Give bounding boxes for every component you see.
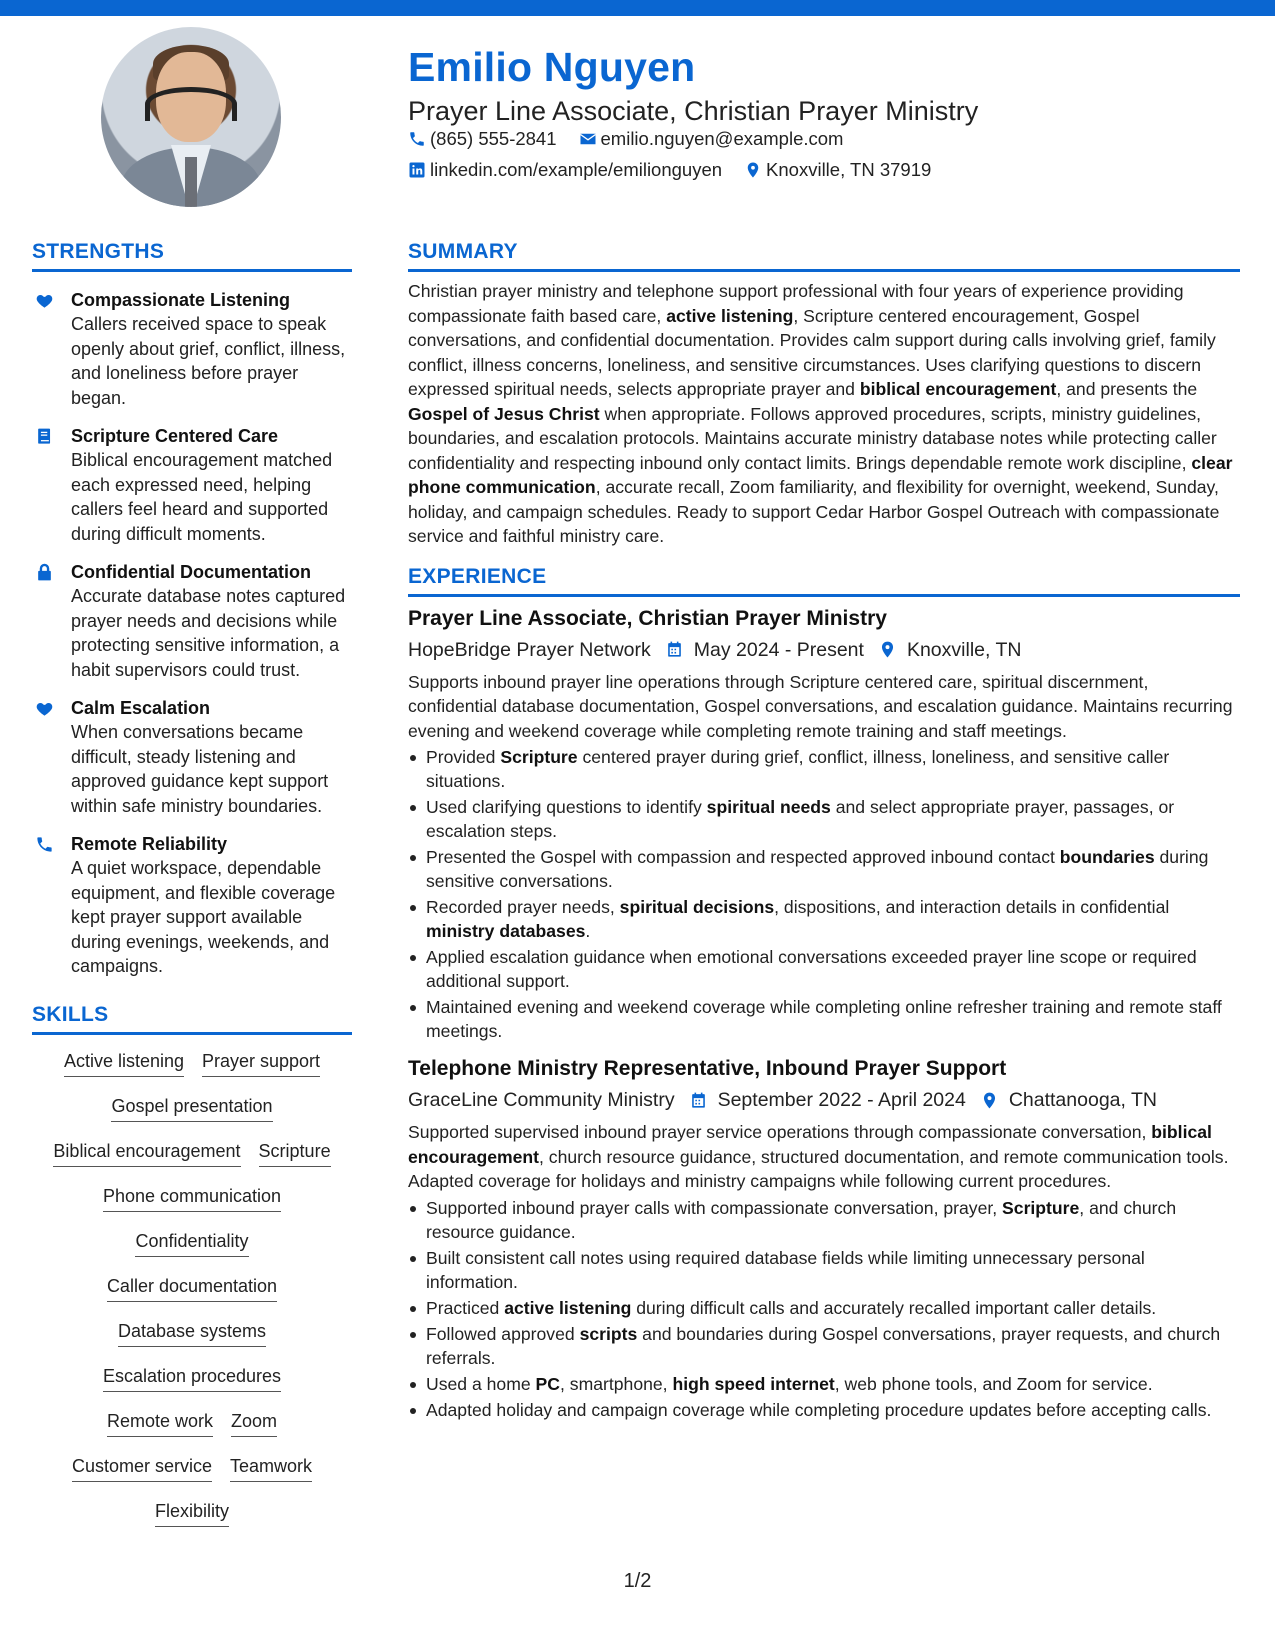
map-pin-icon bbox=[980, 1091, 999, 1110]
skill-row bbox=[32, 1495, 352, 1540]
skill-row bbox=[32, 1180, 352, 1225]
job-meta bbox=[408, 1085, 1240, 1115]
skill-row bbox=[32, 1045, 352, 1090]
right-column bbox=[408, 240, 1240, 1424]
bullet-item: Provided Scripture centered prayer during grief, conflict, illness, loneliness, and sensitive caller situations. bbox=[408, 745, 1240, 793]
skill-tag: Scripture bbox=[259, 1141, 331, 1167]
job-bullets bbox=[408, 1196, 1240, 1422]
strength-item bbox=[32, 288, 352, 410]
map-pin-icon bbox=[878, 640, 897, 659]
map-pin-icon bbox=[744, 161, 762, 179]
bullet-item: Presented the Gospel with compassion and respected approved inbound contact boundaries during sensitive conversations. bbox=[408, 845, 1240, 893]
skill-tag: Confidentiality bbox=[135, 1231, 248, 1257]
top-accent-bar bbox=[0, 0, 1275, 16]
bullet-item: Practiced active listening during difficult calls and accurately recalled important caller details. bbox=[408, 1296, 1240, 1320]
linkedin-text: linkedin.com/example/emilionguyen bbox=[430, 159, 723, 180]
skill-tag: Flexibility bbox=[155, 1501, 229, 1527]
experience-list bbox=[408, 604, 1240, 1422]
skill-tag: Escalation procedures bbox=[103, 1366, 281, 1392]
heart-icon bbox=[35, 291, 54, 310]
calendar-icon bbox=[689, 1091, 708, 1110]
lock-icon bbox=[35, 563, 54, 582]
bullet-item: Used a home PC, smartphone, high speed internet, web phone tools, and Zoom for service. bbox=[408, 1372, 1240, 1396]
location-text: Knoxville, TN 37919 bbox=[766, 159, 932, 180]
skill-row bbox=[32, 1135, 352, 1180]
strengths-list bbox=[32, 288, 352, 979]
strength-item bbox=[32, 424, 352, 546]
strength-title: Scripture Centered Care bbox=[71, 426, 279, 446]
bullet-item: Used clarifying questions to identify spiritual needs and select appropriate prayer, passages, or escalation steps. bbox=[408, 795, 1240, 843]
envelope-icon bbox=[579, 130, 597, 148]
skill-row bbox=[32, 1090, 352, 1135]
candidate-name: Emilio Nguyen bbox=[408, 44, 696, 90]
linkedin-icon bbox=[408, 161, 426, 179]
strength-item bbox=[32, 696, 352, 818]
strength-desc: Accurate database notes captured prayer needs and decisions while protecting sensitive information, a habit supervisors could trust. bbox=[71, 586, 346, 680]
skill-tag: Biblical encouragement bbox=[53, 1141, 240, 1167]
summary-heading: SUMMARY bbox=[408, 240, 1240, 272]
skill-row bbox=[32, 1405, 352, 1450]
job-meta bbox=[408, 635, 1240, 665]
phone-icon bbox=[35, 835, 54, 854]
contact-email[interactable] bbox=[579, 128, 844, 150]
bullet-item: Maintained evening and weekend coverage while completing online refresher training and remote staff meetings. bbox=[408, 995, 1240, 1043]
contact-linkedin[interactable] bbox=[408, 159, 722, 181]
skills-list bbox=[32, 1045, 352, 1540]
page-number: 1/2 bbox=[623, 1570, 652, 1592]
strength-title: Calm Escalation bbox=[71, 698, 211, 718]
job-dates: September 2022 - April 2024 bbox=[717, 1089, 966, 1111]
experience-heading: EXPERIENCE bbox=[408, 565, 1240, 597]
contact-row-2 bbox=[408, 159, 953, 181]
bullet-item: Followed approved scripts and boundaries during Gospel conversations, prayer requests, and church referrals. bbox=[408, 1322, 1240, 1370]
strengths-heading: STRENGTHS bbox=[32, 240, 352, 272]
job-entry bbox=[408, 604, 1240, 1044]
skill-tag: Prayer support bbox=[202, 1051, 320, 1077]
skill-tag: Caller documentation bbox=[107, 1276, 277, 1302]
book-icon bbox=[35, 427, 54, 446]
candidate-headline: Prayer Line Associate, Christian Prayer Ministry bbox=[408, 96, 979, 126]
job-title: Prayer Line Associate, Christian Prayer Ministry bbox=[408, 606, 887, 630]
strength-desc: Biblical encouragement matched each expressed need, helping callers feel heard and supported during difficult moments. bbox=[71, 450, 333, 544]
email-text: emilio.nguyen@example.com bbox=[600, 128, 844, 149]
skill-tag: Zoom bbox=[231, 1411, 277, 1437]
strength-desc: When conversations became difficult, steady listening and approved guidance kept support within safe ministry boundaries. bbox=[71, 722, 329, 816]
skill-row bbox=[32, 1360, 352, 1405]
job-title: Telephone Ministry Representative, Inbound Prayer Support bbox=[408, 1057, 1007, 1080]
job-description: Supported supervised inbound prayer service operations through compassionate conversation, biblical encouragement, church resource guidance, structured documentation, and remote communication tools. Adapted coverage for holidays and ministry campaigns while following current procedures. bbox=[408, 1122, 1229, 1191]
skill-row bbox=[32, 1450, 352, 1495]
summary-text: Christian prayer ministry and telephone support professional with four years of experience providing compassionate faith based care, active listening, Scripture centered encouragement, Gospel conversations, and confidential documentation. Provides calm support during calls involving grief, family conflict, illness concerns, loneliness, and sensitive circumstances. Uses clarifying questions to discern expressed spiritual needs, selects appropriate prayer and biblical encouragement, and presents the Gospel of Jesus Christ when appropriate. Follows approved procedures, scripts, ministry guidelines, boundaries, and escalation protocols. Maintains accurate ministry database notes while protecting caller confidentiality and respecting inbound only contact limits. Brings dependable remote work discipline, clear phone communication, accurate recall, Zoom familiarity, and flexibility for overnight, weekend, Sunday, holiday, and campaign schedules. Ready to support Cedar Harbor Gospel Outreach with compassionate service and faithful ministry care. bbox=[408, 281, 1233, 546]
heart-icon bbox=[35, 699, 54, 718]
skill-row bbox=[32, 1225, 352, 1270]
phone-text: (865) 555-2841 bbox=[430, 128, 557, 149]
job-bullets bbox=[408, 745, 1240, 1043]
contact-location bbox=[744, 159, 931, 181]
strength-item bbox=[32, 832, 352, 979]
skill-tag: Active listening bbox=[64, 1051, 184, 1077]
skill-tag: Database systems bbox=[118, 1321, 266, 1347]
strength-title: Compassionate Listening bbox=[71, 290, 291, 310]
phone-icon bbox=[408, 130, 426, 148]
skill-tag: Remote work bbox=[107, 1411, 213, 1437]
job-entry bbox=[408, 1054, 1240, 1422]
bullet-item: Recorded prayer needs, spiritual decisions, dispositions, and interaction details in confidential ministry databases. bbox=[408, 895, 1240, 943]
job-location: Knoxville, TN bbox=[906, 638, 1022, 661]
skill-tag: Gospel presentation bbox=[111, 1096, 272, 1122]
skills-heading: SKILLS bbox=[32, 1003, 352, 1035]
strength-title: Confidential Documentation bbox=[71, 562, 311, 582]
skill-row bbox=[32, 1270, 352, 1315]
job-dates: May 2024 - Present bbox=[693, 638, 864, 661]
skill-row bbox=[32, 1315, 352, 1360]
job-description: Supports inbound prayer line operations through Scripture centered care, spiritual discernment, confidential database documentation, Gospel conversations, and escalation guidance. Maintains recurring evening and weekend coverage while completing remote training and staff meetings. bbox=[408, 671, 1233, 741]
contact-row-1 bbox=[408, 128, 865, 150]
bullet-item: Built consistent call notes using required database fields while limiting unnecessary personal information. bbox=[408, 1246, 1240, 1294]
strength-item bbox=[32, 560, 352, 682]
job-company: GraceLine Community Ministry bbox=[408, 1089, 675, 1111]
bullet-item: Adapted holiday and campaign coverage while completing procedure updates before accepting calls. bbox=[408, 1398, 1240, 1422]
strength-desc: Callers received space to speak openly about grief, conflict, illness, and loneliness before prayer began. bbox=[71, 314, 346, 408]
contact-phone bbox=[408, 128, 557, 150]
skill-tag: Customer service bbox=[72, 1456, 212, 1482]
job-company: HopeBridge Prayer Network bbox=[408, 638, 651, 661]
bullet-item: Supported inbound prayer calls with compassionate conversation, prayer, Scripture, and church resource guidance. bbox=[408, 1196, 1240, 1244]
bullet-item: Applied escalation guidance when emotional conversations exceeded prayer line scope or required additional support. bbox=[408, 945, 1240, 993]
profile-photo bbox=[101, 27, 281, 207]
skill-tag: Teamwork bbox=[230, 1456, 312, 1482]
strength-desc: A quiet workspace, dependable equipment, and flexible coverage kept prayer support available during evenings, weekends, and campaigns. bbox=[71, 858, 336, 976]
skill-tag: Phone communication bbox=[103, 1186, 281, 1212]
calendar-icon bbox=[665, 640, 684, 659]
strength-title: Remote Reliability bbox=[71, 834, 228, 854]
job-location: Chattanooga, TN bbox=[1008, 1089, 1157, 1111]
left-column bbox=[32, 240, 352, 1540]
